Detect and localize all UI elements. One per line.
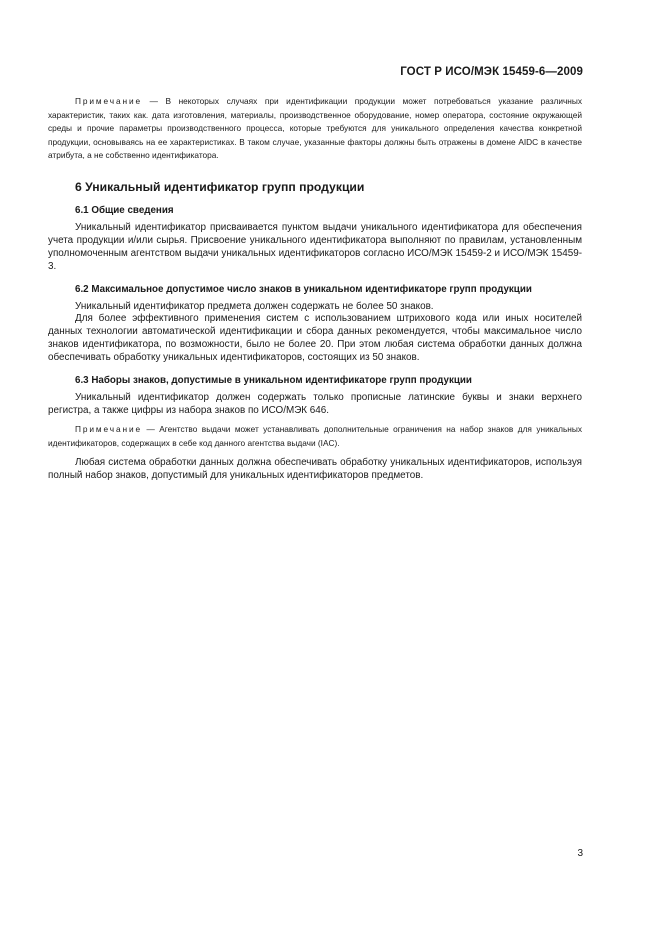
note-text: — В некоторых случаях при идентификации продукции может потребоваться указание различных характеристик, таких как. дата изготовления, материалы, производственное оборудование, номер оператора, состояние окружающей среды и прочие параметры производственного процесса, которые требуются для уникального определения качества конкретной продукции, основываясь на ее характеристиках. В таком случае, указанные факторы должны быть отражены в домене AIDC в качестве атрибута, а не собственно идентификатора. xyxy=(48,96,582,161)
section-6-heading: 6 Уникальный идентификатор групп продукции xyxy=(75,179,365,194)
section-6-3-heading: 6.3 Наборы знаков, допустимые в уникальном идентификаторе групп продукции xyxy=(75,375,472,387)
section-6-2-paragraph-2: Для более эффективного применения систем с использованием штрихового кода или иных носителей данных технологии автоматической идентификации и сбора данных рекомендуется, чтобы максимальное число знаков идентификатора, по возможности, было не более 20. При этом любая система обработки данных должна обеспечивать обработку уникальных идентификаторов, состоящих из 50 знаков. xyxy=(48,313,582,363)
page-number: 3 xyxy=(577,848,583,859)
section-6-2-paragraph-1: Уникальный идентификатор предмета должен содержать не более 50 знаков. xyxy=(75,300,434,312)
page-content xyxy=(48,95,582,483)
note-label: Примечание xyxy=(75,424,143,435)
note-text: — Агентство выдачи может устанавливать дополнительные ограничения на набор знаков для уникальных идентификаторов, содержащих в себе код данного агентства выдачи (IAC). xyxy=(48,424,582,448)
section-6-3-paragraph-2: Любая система обработки данных должна обеспечивать обработку уникальных идентификаторов, используя полный набор знаков, допустимый для уникальных идентификаторов предметов. xyxy=(48,457,582,482)
standard-designation: ГОСТ Р ИСО/МЭК 15459-6—2009 xyxy=(400,66,583,78)
section-6-1-heading: 6.1 Общие сведения xyxy=(75,204,174,216)
section-6-3-note xyxy=(48,423,582,450)
section-6-3-paragraph-1: Уникальный идентификатор должен содержать только прописные латинские буквы и знаки верхнего регистра, а также цифры из набора знаков по ИСО/МЭК 646. xyxy=(48,391,582,416)
note-paragraph xyxy=(48,95,582,163)
section-6-2-heading: 6.2 Максимальное допустимое число знаков в уникальном идентификаторе групп продукции xyxy=(75,284,532,296)
note-label: Примечание xyxy=(75,96,143,106)
section-6-1-paragraph: Уникальный идентификатор присваивается пунктом выдачи уникального идентификатора для обеспечения учета продукции и/или сырья. Присвоение уникального идентификатора выполняют по правилам, установленным уполномоченным агентством выдачи уникальных идентификаторов согласно ИСО/МЭК 15459-2 и ИСО/МЭК 15459-3. xyxy=(48,222,582,272)
